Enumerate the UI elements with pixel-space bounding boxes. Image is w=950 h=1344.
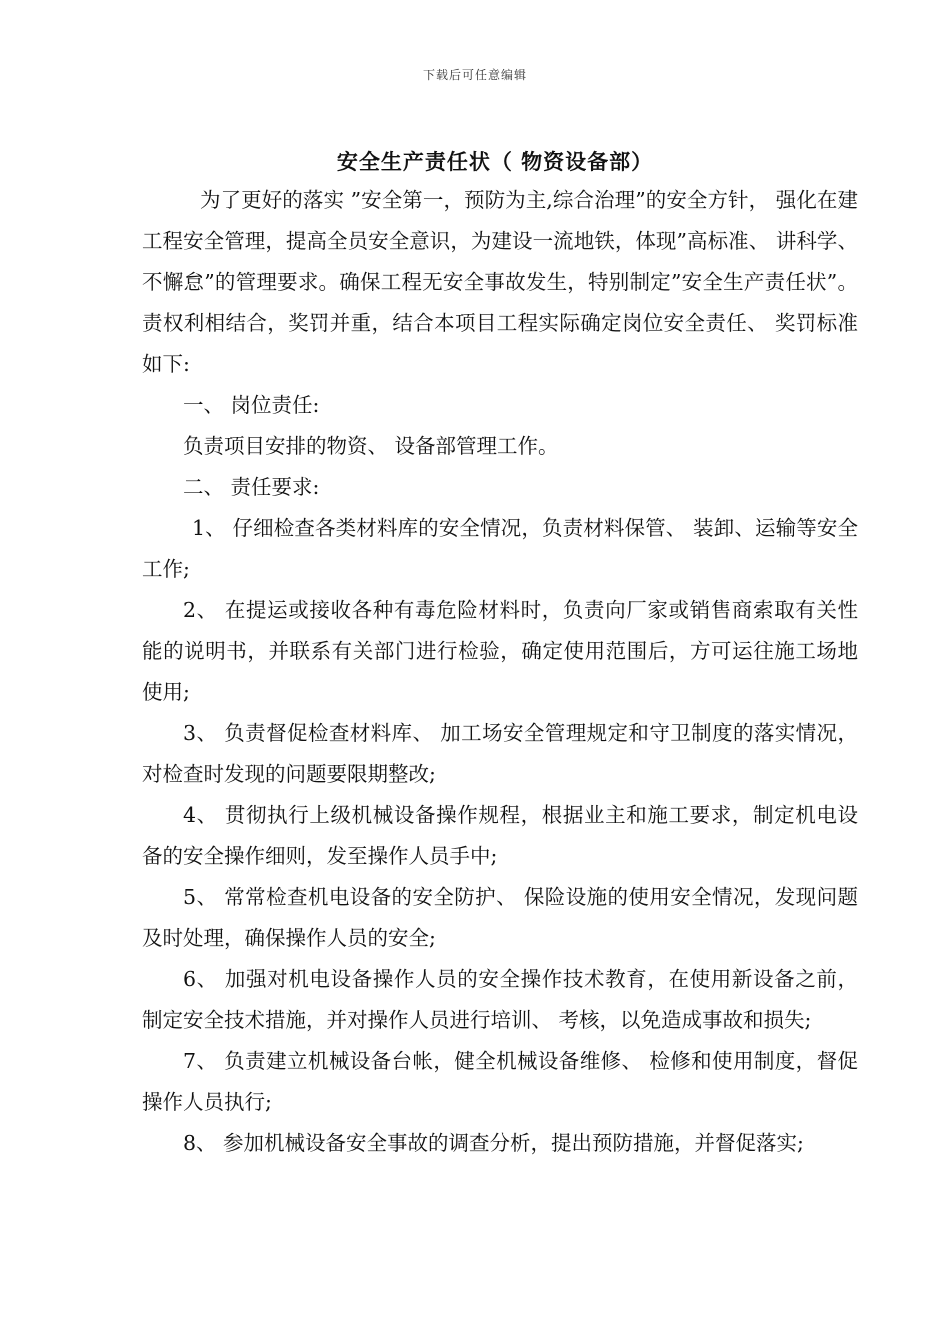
header-note: 下载后可任意编辑 [422, 68, 527, 82]
section-heading-1: 一、 岗位责任: [183, 393, 320, 417]
list-item-5: 5、 常常检查机电设备的安全防护、 保险设施的使用安全情况，发现问题及时处理，确保操作人员的安全; [142, 885, 858, 950]
list-item-2: 2、 在提运或接收各种有毒危险材料时，负责向厂家或销售商索取有关性能的说明书，并联系有关部门进行检验，确定使用范围后，方可运往施工场地使用; [142, 598, 858, 704]
document-body [142, 180, 858, 1164]
list-item-1: 1、 仔细检查各类材料库的安全情况，负责材料保管、 装卸、运输等安全工作; [142, 516, 858, 581]
section-heading-2: 二、 责任要求: [183, 475, 320, 499]
list-item-4: 4、 贯彻执行上级机械设备操作规程，根据业主和施工要求，制定机电设备的安全操作细则，发至操作人员手中; [142, 803, 858, 868]
list-item-8: 8、 参加机械设备安全事故的调查分析，提出预防措施，并督促落实; [183, 1131, 804, 1155]
section-body-1: 负责项目安排的物资、 设备部管理工作。 [183, 434, 559, 458]
intro-paragraph: 为了更好的落实 ”安全第一，预防为主,综合治理”的安全方针， 强化在建工程安全管理，提高全员安全意识，为建设一流地铁，体现”高标准、 讲科学、 不懈怠”的管理要求。确保工程无安全事故发生，特别制定”安全生产责任状”。责权利相结合，奖罚并重，结合本项目工程实际确定岗位安全责任、 奖罚标准如下: [142, 188, 858, 376]
list-item-7: 7、 负责建立机械设备台帐，健全机械设备维修、 检修和使用制度，督促操作人员执行; [142, 1049, 858, 1114]
list-item-6: 6、 加强对机电设备操作人员的安全操作技术教育，在使用新设备之前，制定安全技术措施，并对操作人员进行培训、 考核，以免造成事故和损失; [142, 967, 858, 1032]
document-title: 安全生产责任状（ 物资设备部） [336, 149, 654, 174]
list-item-3: 3、 负责督促检查材料库、 加工场安全管理规定和守卫制度的落实情况，对检查时发现的问题要限期整改; [142, 721, 858, 786]
